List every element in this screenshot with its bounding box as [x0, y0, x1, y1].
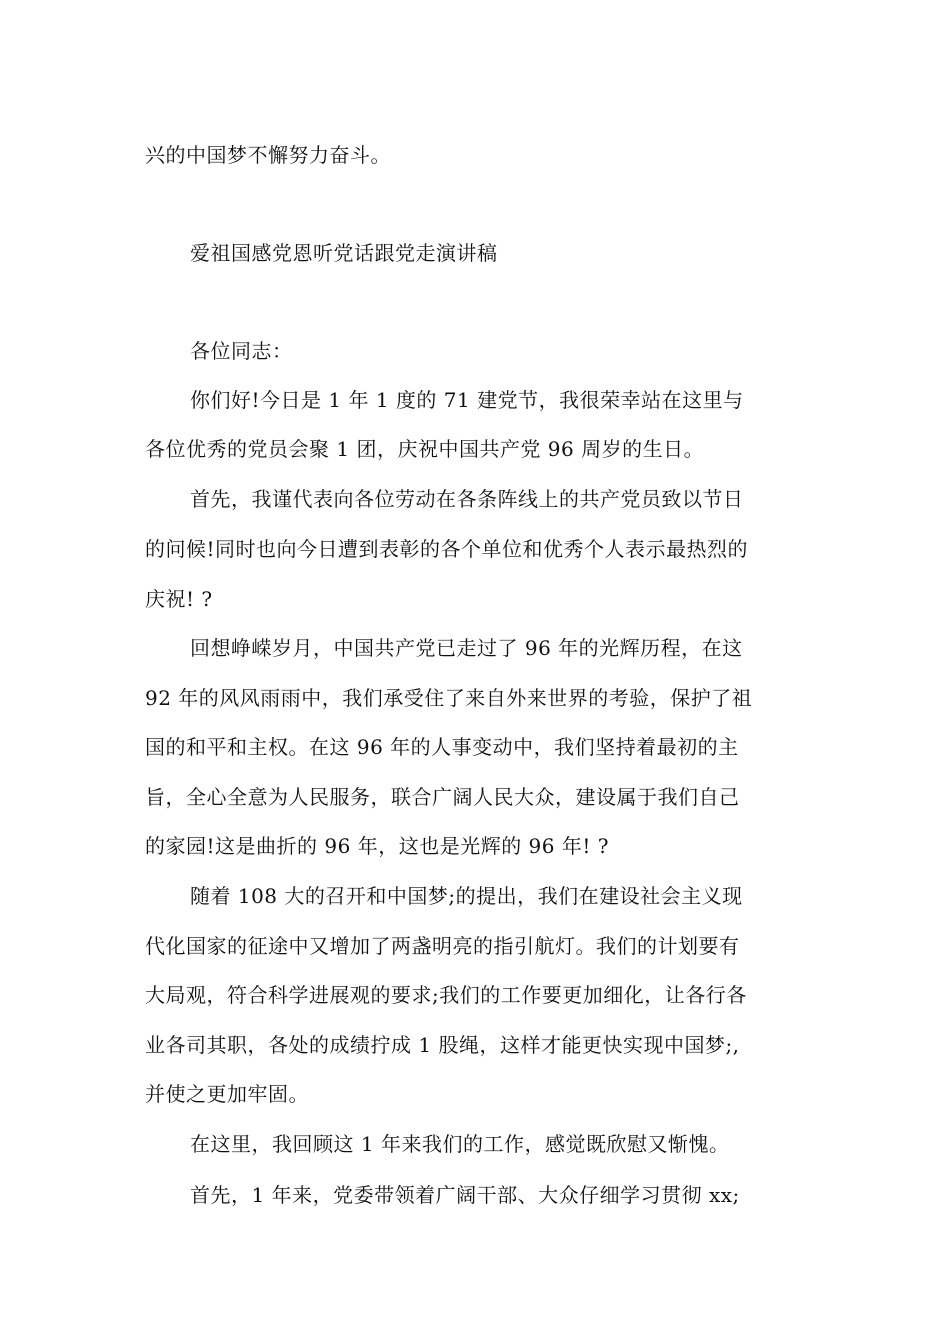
text-line: 首先，我谨代表向各位劳动在各条阵线上的共产党员致以节日: [190, 487, 744, 511]
text-line: 在这里，我回顾这 1 年来我们的工作，感觉既欣慰又惭愧。: [190, 1132, 730, 1156]
text-line: 庆祝! ?: [145, 587, 213, 611]
text-line: 首先，1 年来，党委带领着广阔干部、大众仔细学习贯彻 xx;: [190, 1183, 740, 1207]
text-line: 各位优秀的党员会聚 1 团，庆祝中国共产党 96 周岁的生日。: [145, 437, 705, 461]
text-line: 兴的中国梦不懈努力奋斗。: [145, 143, 391, 167]
text-line: 的家园!这是曲折的 96 年，这也是光辉的 96 年! ?: [145, 834, 609, 858]
text-line: 业各司其职，各处的成绩拧成 1 股绳，这样才能更快实现中国梦;,: [145, 1033, 740, 1057]
speech-title: 爱祖国感党恩听党话跟党走演讲稿: [190, 241, 498, 265]
text-line: 回想峥嵘岁月，中国共产党已走过了 96 年的光辉历程，在这: [190, 636, 743, 660]
text-line: 旨，全心全意为人民服务，联合广阔人民大众，建设属于我们自己: [145, 785, 740, 809]
text-line: 的问候!同时也向今日遭到表彰的各个单位和优秀个人表示最热烈的: [145, 537, 749, 561]
salutation: 各位同志：: [190, 339, 293, 363]
text-line: 代化国家的征途中又增加了两盏明亮的指引航灯。我们的计划要有: [145, 934, 740, 958]
text-line: 随着 108 大的召开和中国梦;的提出，我们在建设社会主义现: [190, 884, 743, 908]
text-line: 92 年的风风雨雨中，我们承受住了来自外来世界的考验，保护了祖: [145, 686, 753, 710]
text-line: 大局观，符合科学进展观的要求;我们的工作要更加细化，让各行各: [145, 983, 747, 1007]
text-line: 国的和平和主权。在这 96 年的人事变动中，我们坚持着最初的主: [145, 735, 739, 759]
text-line: 你们好!今日是 1 年 1 度的 71 建党节，我很荣幸站在这里与: [190, 388, 744, 412]
text-line: 并使之更加牢固。: [145, 1082, 309, 1106]
